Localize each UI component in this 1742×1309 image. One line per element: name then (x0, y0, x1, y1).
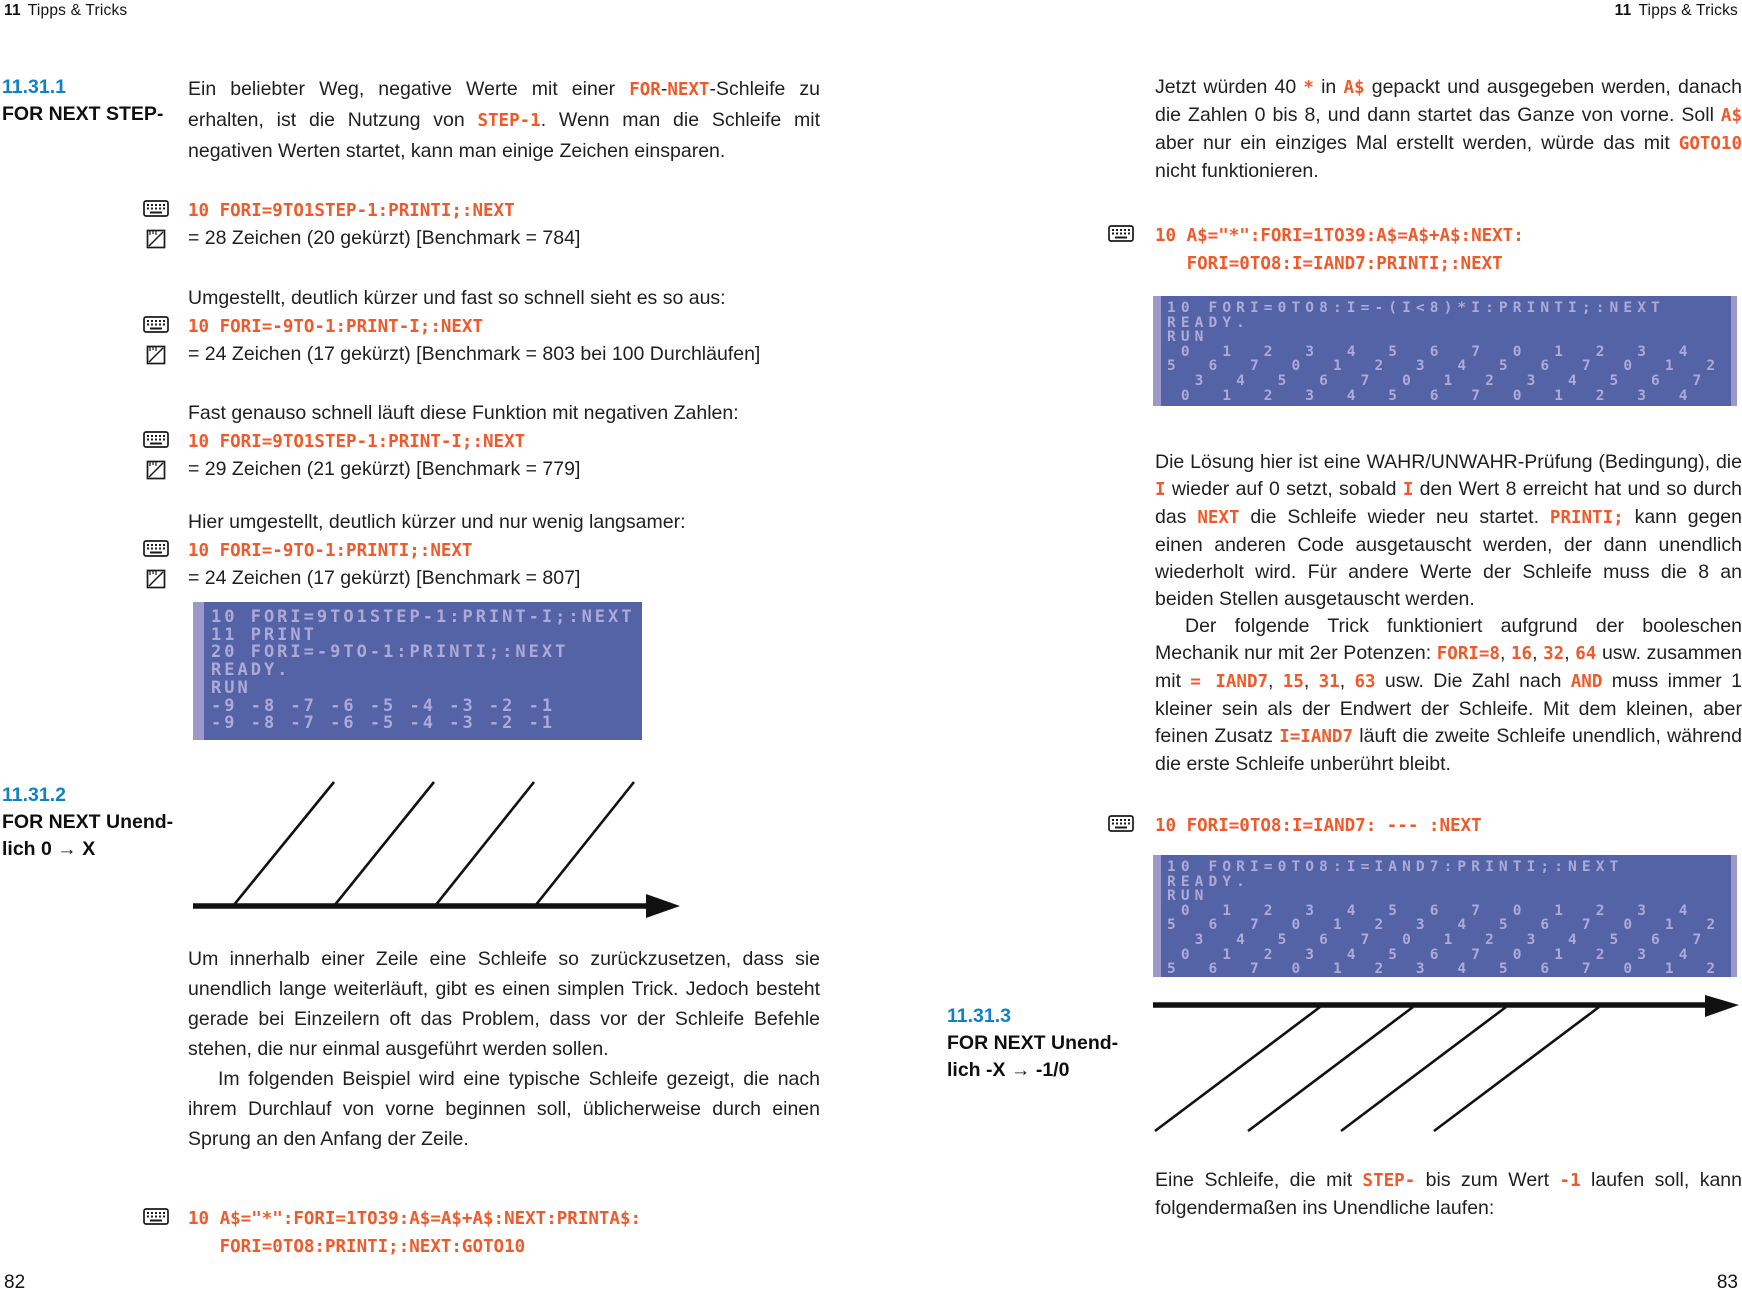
chapter-title: Tipps & Tricks (1638, 2, 1738, 19)
sawtooth-down-diagram (1153, 995, 1742, 1137)
section-title: FOR NEXT STEP- (2, 103, 164, 125)
ruler-icon (143, 342, 169, 365)
keyboard-icon (143, 1205, 169, 1225)
entry-lead: Umgestellt, deutlich kürzer und fast so schnell sieht es so aus: (188, 287, 726, 309)
basic-code: 10 FORI=9TO1STEP-1:PRINT-I;:NEXT (188, 432, 526, 452)
basic-code: 10 FORI=-9TO-1:PRINT-I;:NEXT (188, 317, 484, 337)
page-number-left: 82 (4, 1272, 26, 1293)
sawtooth-up-diagram (188, 775, 693, 921)
intro-paragraph-right: Jetzt würden 40 * in A$ gepackt und ausgegeben werden, danach die Zahlen 0 bis 8, und dann startet das Ganze von vorne. Soll A$ aber nur ein einziges Mal erstellt werden, würde das mit GOTO10 nicht funktionieren. (1155, 76, 1742, 182)
char-count-row (143, 457, 833, 481)
screen-border-stripe (1153, 855, 1161, 977)
section-title: FOR NEXT Unend- lich 0 → X (2, 811, 174, 860)
chapter-number: 11 (4, 2, 21, 19)
basic-code: 10 A$="*":FORI=1TO39:A$=A$+A$:NEXT: FORI=0TO8:I=IAND7:PRINTI;:NEXT (1155, 226, 1524, 274)
paragraph: Um innerhalb einer Zeile eine Schleife so zurückzusetzen, dass sie unendlich lange weiterläuft, gibt es einen simplen Trick. Jedoch besteht gerade bei Einzeilern oft das Problem, dass vor der Schleife Befehle stehen, die nur einmal ausgeführt werden sollen. (188, 948, 820, 1060)
running-head-right (1615, 2, 1738, 20)
basic-code: 10 A$="*":FORI=1TO39:A$=A$+A$:NEXT:PRINTA$: FORI=0TO8:PRINTI;:NEXT:GOTO10 (188, 1209, 642, 1257)
char-count-note: = 24 Zeichen (17 gekürzt) [Benchmark = 803 bei 100 Durchläufen] (188, 343, 761, 365)
c64-screen-text: 10 FORI=0TO8:I=IAND7:PRINTI;:NEXT READY. RUN 0 1 2 3 4 5 6 7 0 1 2 3 4 5 6 7 0 1 2 3 4 5 6 7 0 1 2 3 4 5 6 7 0 1 2 3 4 5 6 7 0 1 2 3 4 5 6 7 0 1 2 3 4 5 6 7 0 1 2 3 4 5 6 7 0 1 2 (1167, 859, 1721, 977)
paragraph: Die Lösung hier ist eine WAHR/UNWAHR-Prüfung (Bedingung), die I wieder auf 0 setzt, sobald I den Wert 8 erreicht hat und so durch das NEXT die Schleife wieder neu startet. PRINTI; kann gegen einen anderen Code ausgetauscht werden, der dann unendlich wiederholt wird. Für andere Werte der Schleife muss die 8 an beiden Stellen ausgetauscht werden. (1155, 451, 1742, 610)
keyboard-icon (143, 537, 169, 557)
code-entry (143, 428, 833, 456)
c64-screenshot (1153, 296, 1737, 406)
keyboard-icon (143, 428, 169, 448)
char-count-row (143, 342, 833, 366)
entry-lead: Hier umgestellt, deutlich kürzer und nur wenig langsamer: (188, 511, 686, 533)
code-entry (143, 313, 833, 341)
ruler-icon (143, 226, 169, 249)
chapter-title: Tipps & Tricks (27, 2, 128, 19)
basic-code: 10 FORI=9TO1STEP-1:PRINTI;:NEXT (188, 201, 515, 221)
screen-border-stripe (1731, 296, 1737, 406)
keyboard-icon (1108, 222, 1134, 242)
c64-screenshot (1153, 855, 1737, 977)
section-label-11-31-1 (2, 74, 172, 128)
loop-reset-paragraphs (188, 944, 820, 1154)
c64-screen-text: 10 FORI=9TO1STEP-1:PRINT-I;:NEXT 11 PRINT 20 FORI=-9TO-1:PRINTI;:NEXT READY. RUN -9 -8 -7 -6 -5 -4 -3 -2 -1 -9 -8 -7 -6 -5 -4 -3 -2 -1 (211, 607, 635, 734)
c64-screen-text: 10 FORI=0TO8:I=-(I<8)*I:PRINTI;:NEXT READY. RUN 0 1 2 3 4 5 6 7 0 1 2 3 4 5 6 7 0 1 2 3 4 5 6 7 0 1 2 3 4 5 6 7 0 1 2 3 4 5 6 7 0 1 2 3 4 5 6 7 0 1 2 3 4 (1167, 300, 1721, 404)
keyboard-icon (143, 313, 169, 333)
char-count-note: = 29 Zeichen (21 gekürzt) [Benchmark = 779] (188, 458, 581, 480)
code-entry (143, 1205, 833, 1261)
chapter-number: 11 (1614, 2, 1632, 19)
code-entry (143, 537, 833, 565)
section-title: FOR NEXT Unend- lich -X → -1/0 (947, 1032, 1119, 1081)
running-head-left (4, 2, 127, 20)
paragraph: Der folgende Trick funktioniert aufgrund der booleschen Mechanik nur mit 2er Potenzen: FORI=8, 16, 32, 64 usw. zusammen mit = IAND7, 15, 31, 63 usw. Die Zahl nach AND muss immer 1 kleiner sein als der Endwert der Schleife. Mit dem kleinen, aber feinen Zusatz I=IAND7 läuft die zweite Schleife unendlich, während die erste Schleife unberührt bleibt. (1155, 615, 1742, 775)
char-count-row (143, 566, 833, 590)
section-number: 11.31.3 (947, 1005, 1011, 1027)
basic-code: 10 FORI=0TO8:I=IAND7: --- :NEXT (1155, 816, 1482, 836)
code-entry (1108, 812, 1742, 840)
c64-screenshot (193, 602, 642, 740)
step-minus-paragraph: Eine Schleife, die mit STEP- bis zum Wert -1 laufen soll, kann folgendermaßen ins Unendliche laufen: (1155, 1169, 1742, 1219)
section-number: 11.31.1 (2, 76, 66, 98)
code-entry (143, 197, 833, 225)
char-count-note: = 28 Zeichen (20 gekürzt) [Benchmark = 784] (188, 227, 581, 249)
entry-lead: Fast genauso schnell läuft diese Funktion mit negativen Zahlen: (188, 402, 739, 424)
code-entry (1108, 222, 1742, 278)
screen-border-stripe (1153, 296, 1161, 406)
char-count-note: = 24 Zeichen (17 gekürzt) [Benchmark = 807] (188, 567, 581, 589)
boolean-trick-paragraphs (1155, 449, 1742, 778)
page-number-right: 83 (1716, 1272, 1738, 1293)
paragraph: Im folgenden Beispiel wird eine typische Schleife gezeigt, die nach ihrem Durchlauf von vorne beginnen soll, üblicherweise durch einen Sprung an den Anfang der Zeile. (188, 1068, 820, 1150)
section-label-11-31-2 (2, 782, 177, 863)
section-number: 11.31.2 (2, 784, 66, 806)
intro-paragraph: Ein beliebter Weg, negative Werte mit einer FOR-NEXT-Schleife zu erhalten, ist die Nutzung von STEP-1. Wenn man die Schleife mit negativen Werten startet, kann man einige Zeichen einsparen. (188, 78, 820, 162)
keyboard-icon (143, 197, 169, 217)
section-label-11-31-3 (947, 1003, 1132, 1084)
char-count-row (143, 226, 833, 250)
basic-code: 10 FORI=-9TO-1:PRINTI;:NEXT (188, 541, 473, 561)
screen-border-stripe (1731, 855, 1737, 977)
keyboard-icon (1108, 812, 1134, 832)
ruler-icon (143, 566, 169, 589)
ruler-icon (143, 457, 169, 480)
screen-border-stripe (193, 602, 204, 740)
